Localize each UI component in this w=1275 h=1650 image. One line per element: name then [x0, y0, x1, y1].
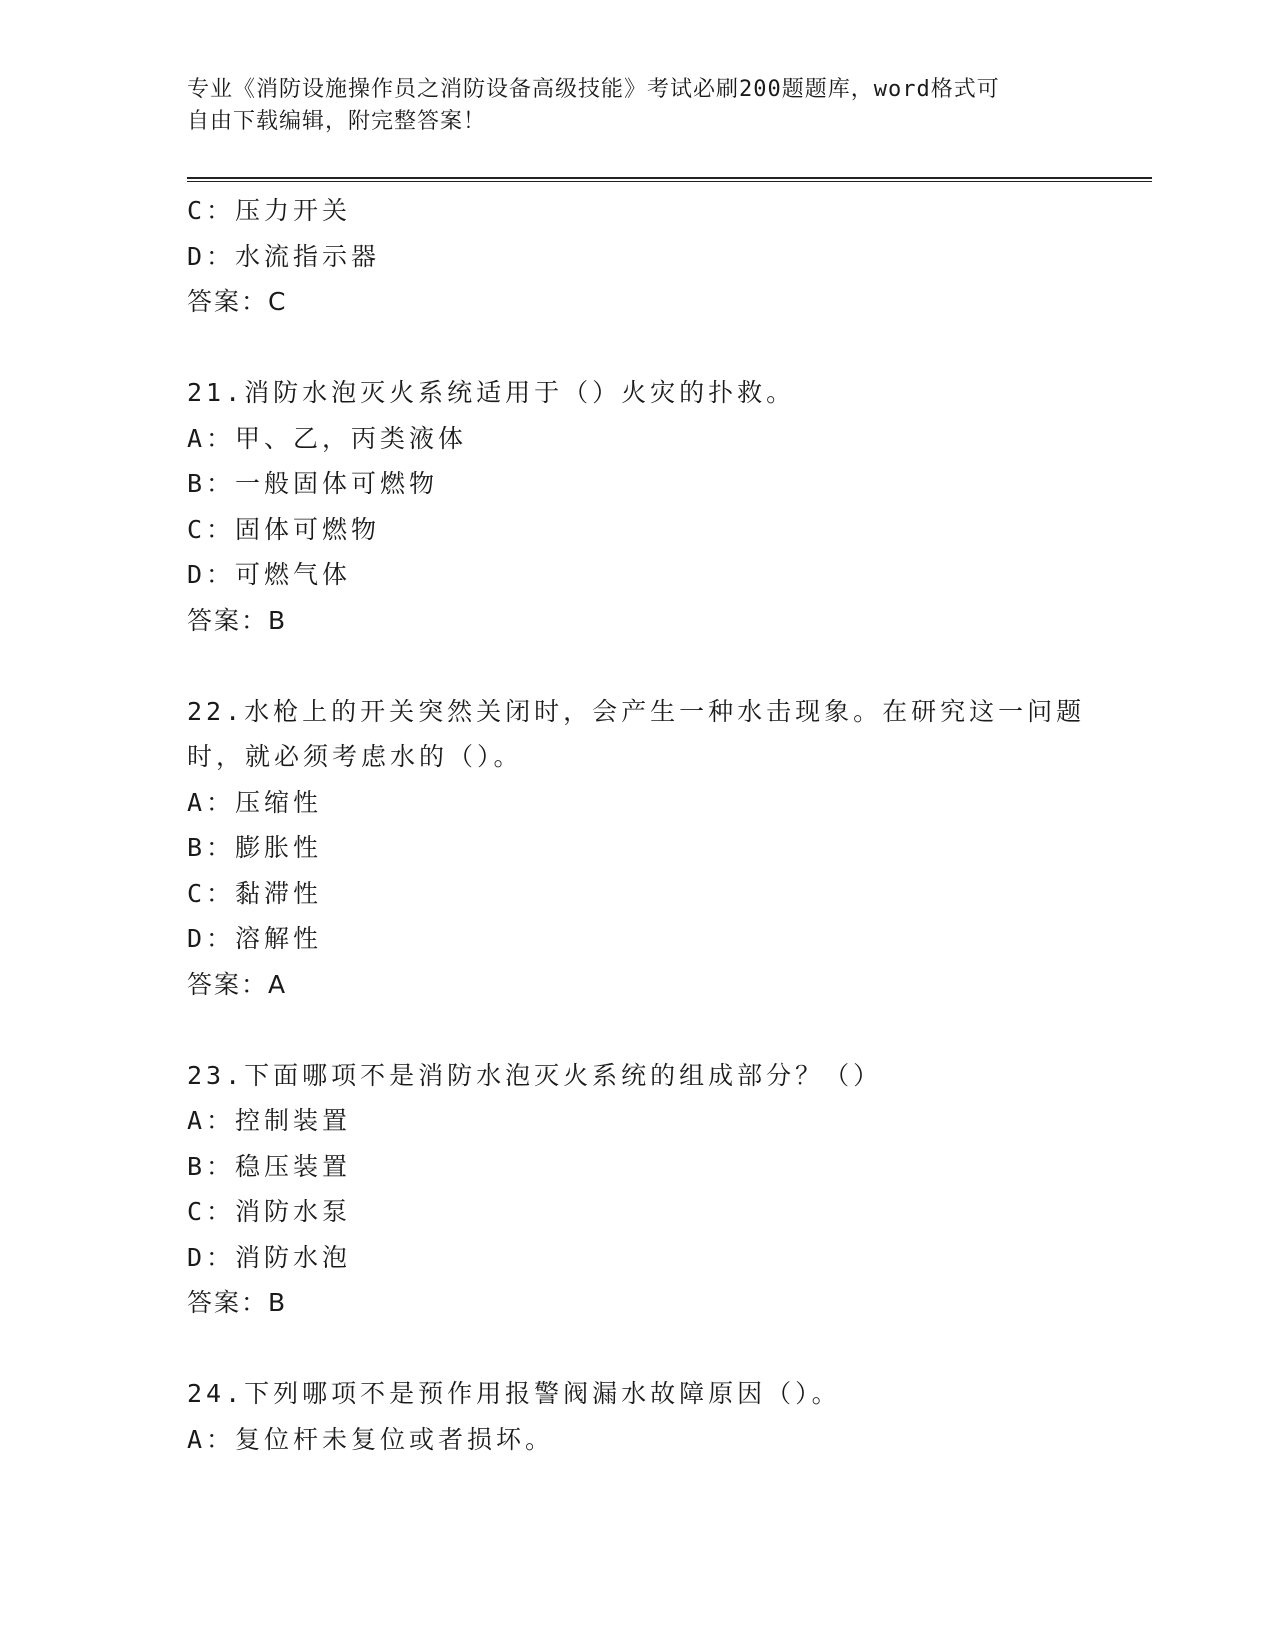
option-a: A：甲、乙，丙类液体 [187, 423, 468, 453]
question-text: 23.下面哪项不是消防水泡灭火系统的组成部分？（） [187, 1060, 883, 1090]
option-b: B：稳压装置 [187, 1151, 352, 1181]
question-block-22 [187, 689, 1087, 1008]
header-divider-bottom [187, 181, 1152, 182]
question-block-23 [187, 1053, 1087, 1326]
question-text-line-1: 22.水枪上的开关突然关闭时，会产生一种水击现象。在研究这一问题 [187, 696, 1086, 726]
option-d: D：水流指示器 [187, 241, 381, 271]
option-d: D：溶解性 [187, 924, 323, 953]
option-c: C：消防水泵 [187, 1197, 352, 1226]
question-block-21 [187, 370, 1087, 643]
question-list [187, 188, 1087, 1462]
option-a: A：压缩性 [187, 787, 323, 817]
question-text-line-2: 时，就必须考虑水的（）。 [187, 742, 523, 771]
document-header [187, 74, 1087, 138]
question-text: 24.下列哪项不是预作用报警阀漏水故障原因（）。 [187, 1379, 841, 1408]
answer-line: 答案：B [187, 1288, 288, 1317]
option-d: D：消防水泡 [187, 1242, 352, 1272]
option-a: A：复位杆未复位或者损坏。 [187, 1424, 555, 1454]
question-block-24 [187, 1371, 1087, 1462]
option-c: C：压力开关 [187, 196, 352, 225]
header-line-2: 自由下载编辑，附完整答案！ [187, 109, 487, 134]
option-d: D：可燃气体 [187, 560, 352, 589]
option-b: B：一般固体可燃物 [187, 469, 439, 498]
option-b: B：膨胀性 [187, 833, 323, 862]
header-divider-top [187, 177, 1152, 179]
answer-line: 答案：B [187, 605, 288, 635]
option-c: C：固体可燃物 [187, 514, 381, 544]
answer-line: 答案：C [187, 287, 288, 316]
option-c: C：黏滞性 [187, 878, 323, 908]
question-text: 21.消防水泡灭火系统适用于（）火灾的扑救。 [187, 378, 796, 407]
question-block-20 [187, 188, 1087, 325]
answer-line: 答案：A [187, 969, 288, 999]
header-line-1: 专业《消防设施操作员之消防设备高级技能》考试必刷200题题库，word格式可 [187, 77, 1000, 102]
option-a: A：控制装置 [187, 1106, 352, 1135]
